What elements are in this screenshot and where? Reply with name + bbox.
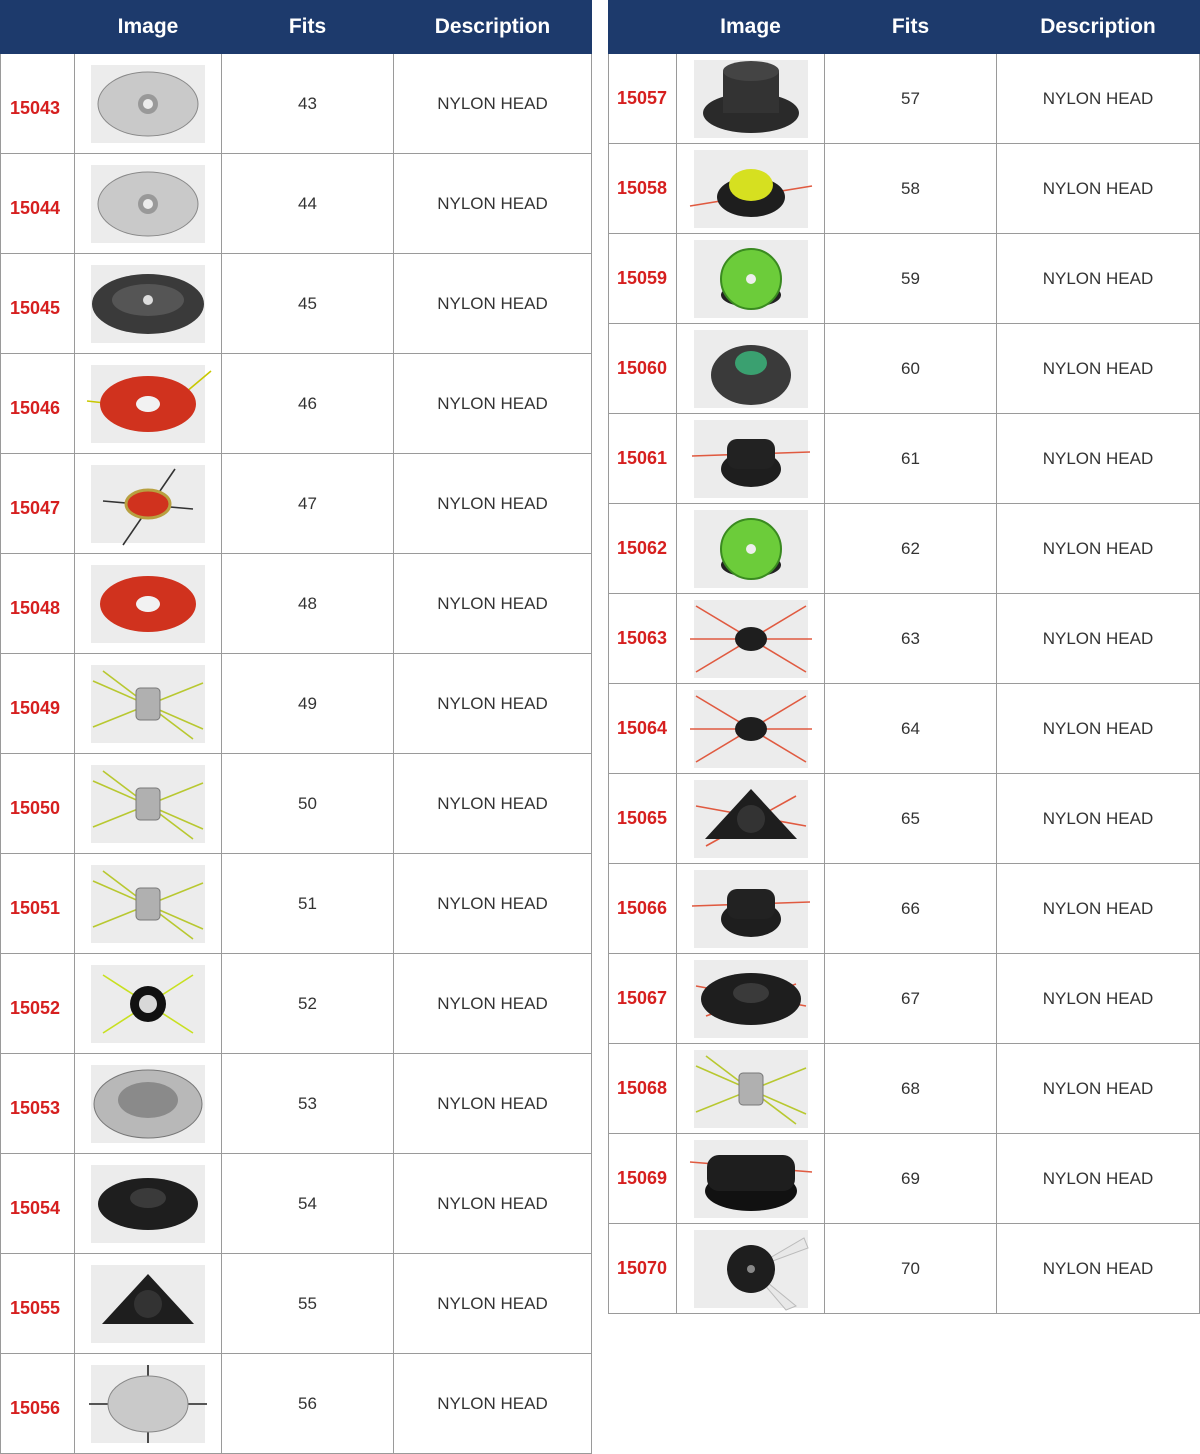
description-value: NYLON HEAD [394, 954, 592, 1054]
product-image-cell [75, 554, 222, 654]
header-image: Image [75, 1, 222, 54]
part-number: 15043 [1, 54, 75, 154]
black-three-arm-head-icon [83, 1261, 213, 1347]
part-number: 15051 [1, 854, 75, 954]
header-code [1, 1, 75, 54]
part-number: 15046 [1, 354, 75, 454]
fits-value: 51 [222, 854, 394, 954]
product-image-cell [75, 1154, 222, 1254]
table-row [1, 1254, 592, 1354]
table-row [1, 654, 592, 754]
product-image-cell [677, 234, 825, 324]
header-image: Image [677, 1, 825, 54]
product-image-cell [677, 954, 825, 1044]
description-value: NYLON HEAD [997, 144, 1200, 234]
red-disc-with-line-icon [83, 361, 213, 447]
table-row [1, 54, 592, 154]
table-row [609, 954, 1200, 1044]
fits-value: 66 [825, 864, 997, 954]
table-row [609, 414, 1200, 504]
red-disc-head-icon [83, 561, 213, 647]
description-value: NYLON HEAD [394, 54, 592, 154]
gray-green-head-icon [686, 326, 816, 412]
green-spool-head-icon [686, 506, 816, 592]
part-number: 15055 [1, 1254, 75, 1354]
fits-value: 48 [222, 554, 394, 654]
black-bump-head-icon [686, 866, 816, 952]
fits-value: 56 [222, 1354, 394, 1454]
description-value: NYLON HEAD [997, 864, 1200, 954]
fits-value: 69 [825, 1134, 997, 1224]
table-row [609, 1134, 1200, 1224]
table-row [1, 854, 592, 954]
description-value: NYLON HEAD [997, 414, 1200, 504]
part-number: 15061 [609, 414, 677, 504]
part-number: 15047 [1, 454, 75, 554]
fits-value: 59 [825, 234, 997, 324]
part-number: 15056 [1, 1354, 75, 1454]
part-number: 15057 [609, 54, 677, 144]
description-value: NYLON HEAD [997, 504, 1200, 594]
product-image-cell [75, 954, 222, 1054]
product-image-cell [677, 1044, 825, 1134]
aluminum-hub-with-line-icon [83, 761, 213, 847]
description-value: NYLON HEAD [997, 684, 1200, 774]
product-image-cell [75, 354, 222, 454]
yellow-knob-head-icon [686, 146, 816, 232]
part-number: 15059 [609, 234, 677, 324]
small-black-hub-with-line-icon [686, 686, 816, 772]
part-number: 15068 [609, 1044, 677, 1134]
table-row [609, 864, 1200, 954]
description-value: NYLON HEAD [997, 234, 1200, 324]
aluminum-hub-with-line-icon [83, 861, 213, 947]
black-spool-with-line-icon [686, 1136, 816, 1222]
table-row [1, 754, 592, 854]
product-image-cell [677, 1134, 825, 1224]
description-value: NYLON HEAD [997, 594, 1200, 684]
table-row [609, 324, 1200, 414]
table-header-row [609, 1, 1200, 54]
black-three-lobe-head-icon [686, 776, 816, 862]
header-code [609, 1, 677, 54]
fits-value: 70 [825, 1224, 997, 1314]
fits-value: 57 [825, 54, 997, 144]
fits-value: 64 [825, 684, 997, 774]
black-spool-head-icon [686, 56, 816, 142]
table-row [609, 144, 1200, 234]
fits-value: 67 [825, 954, 997, 1044]
fits-value: 58 [825, 144, 997, 234]
product-image-cell [677, 324, 825, 414]
part-number: 15050 [1, 754, 75, 854]
description-value: NYLON HEAD [997, 954, 1200, 1044]
part-number: 15062 [609, 504, 677, 594]
aluminum-hub-with-line-icon [83, 661, 213, 747]
table-row [1, 1054, 592, 1154]
black-disc-with-line-icon [686, 956, 816, 1042]
description-value: NYLON HEAD [394, 1154, 592, 1254]
description-value: NYLON HEAD [394, 354, 592, 454]
small-black-head-with-line-icon [686, 596, 816, 682]
part-number: 15070 [609, 1224, 677, 1314]
part-number: 15045 [1, 254, 75, 354]
product-image-cell [75, 154, 222, 254]
product-image-cell [677, 504, 825, 594]
fits-value: 46 [222, 354, 394, 454]
product-image-cell [677, 54, 825, 144]
description-value: NYLON HEAD [394, 1254, 592, 1354]
black-hub-with-line-icon [83, 961, 213, 1047]
product-image-cell [75, 754, 222, 854]
fits-value: 68 [825, 1044, 997, 1134]
fits-value: 63 [825, 594, 997, 684]
part-number: 15066 [609, 864, 677, 954]
fits-value: 45 [222, 254, 394, 354]
table-row [609, 504, 1200, 594]
silver-disc-head-icon [83, 61, 213, 147]
fits-value: 43 [222, 54, 394, 154]
description-value: NYLON HEAD [997, 1224, 1200, 1314]
product-image-cell [677, 594, 825, 684]
part-number: 15052 [1, 954, 75, 1054]
table-row [1, 254, 592, 354]
product-table-left [0, 0, 592, 1454]
part-number: 15044 [1, 154, 75, 254]
black-disc-head-icon [83, 1161, 213, 1247]
header-description: Description [394, 1, 592, 54]
part-number: 15067 [609, 954, 677, 1044]
fits-value: 60 [825, 324, 997, 414]
part-number: 15053 [1, 1054, 75, 1154]
product-image-cell [677, 864, 825, 954]
part-number: 15069 [609, 1134, 677, 1224]
product-image-cell [677, 774, 825, 864]
table-row [609, 594, 1200, 684]
product-image-cell [75, 1254, 222, 1354]
part-number: 15054 [1, 1154, 75, 1254]
table-row [1, 1154, 592, 1254]
description-value: NYLON HEAD [394, 854, 592, 954]
table-row [1, 354, 592, 454]
description-value: NYLON HEAD [394, 554, 592, 654]
description-value: NYLON HEAD [394, 1354, 592, 1454]
table-row [1, 454, 592, 554]
product-image-cell [75, 254, 222, 354]
fits-value: 53 [222, 1054, 394, 1154]
product-image-cell [677, 1224, 825, 1314]
description-value: NYLON HEAD [997, 1044, 1200, 1134]
product-image-cell [677, 684, 825, 774]
table-row [1, 554, 592, 654]
description-value: NYLON HEAD [997, 324, 1200, 414]
table-row [1, 154, 592, 254]
fits-value: 47 [222, 454, 394, 554]
green-spool-head-icon [686, 236, 816, 322]
table-row [609, 54, 1200, 144]
product-image-cell [75, 1354, 222, 1454]
silver-slotted-disc-icon [83, 161, 213, 247]
fits-value: 62 [825, 504, 997, 594]
description-value: NYLON HEAD [394, 1054, 592, 1154]
product-image-cell [75, 1054, 222, 1154]
fits-value: 50 [222, 754, 394, 854]
product-image-cell [677, 414, 825, 504]
fits-value: 49 [222, 654, 394, 754]
part-number: 15048 [1, 554, 75, 654]
table-row [609, 1044, 1200, 1134]
aluminum-hub-with-line-icon [686, 1046, 816, 1132]
product-image-cell [677, 144, 825, 234]
part-number: 15065 [609, 774, 677, 864]
dark-disc-head-icon [83, 261, 213, 347]
description-value: NYLON HEAD [997, 1134, 1200, 1224]
table-row [1, 954, 592, 1054]
fits-value: 54 [222, 1154, 394, 1254]
table-row [1, 1354, 592, 1454]
fits-value: 44 [222, 154, 394, 254]
description-value: NYLON HEAD [394, 654, 592, 754]
description-value: NYLON HEAD [997, 54, 1200, 144]
fits-value: 52 [222, 954, 394, 1054]
fits-value: 65 [825, 774, 997, 864]
table-header-row [1, 1, 592, 54]
description-value: NYLON HEAD [394, 754, 592, 854]
product-table-right [608, 0, 1200, 1314]
black-bump-head-icon [686, 416, 816, 502]
fits-value: 61 [825, 414, 997, 504]
small-red-head-with-line-icon [83, 461, 213, 547]
table-row [609, 234, 1200, 324]
part-number: 15064 [609, 684, 677, 774]
description-value: NYLON HEAD [394, 454, 592, 554]
description-value: NYLON HEAD [394, 254, 592, 354]
part-number: 15060 [609, 324, 677, 414]
table-row [609, 1224, 1200, 1314]
product-image-cell [75, 54, 222, 154]
table-row [609, 774, 1200, 864]
product-image-cell [75, 854, 222, 954]
description-value: NYLON HEAD [394, 154, 592, 254]
part-number: 15049 [1, 654, 75, 754]
header-description: Description [997, 1, 1200, 54]
part-number: 15058 [609, 144, 677, 234]
black-head-with-blades-icon [686, 1226, 816, 1312]
header-fits: Fits [222, 1, 394, 54]
silver-ring-head-icon [83, 1061, 213, 1147]
fits-value: 55 [222, 1254, 394, 1354]
part-number: 15063 [609, 594, 677, 684]
header-fits: Fits [825, 1, 997, 54]
product-image-cell [75, 454, 222, 554]
silver-disc-with-line-icon [83, 1361, 213, 1447]
description-value: NYLON HEAD [997, 774, 1200, 864]
table-row [609, 684, 1200, 774]
product-image-cell [75, 654, 222, 754]
